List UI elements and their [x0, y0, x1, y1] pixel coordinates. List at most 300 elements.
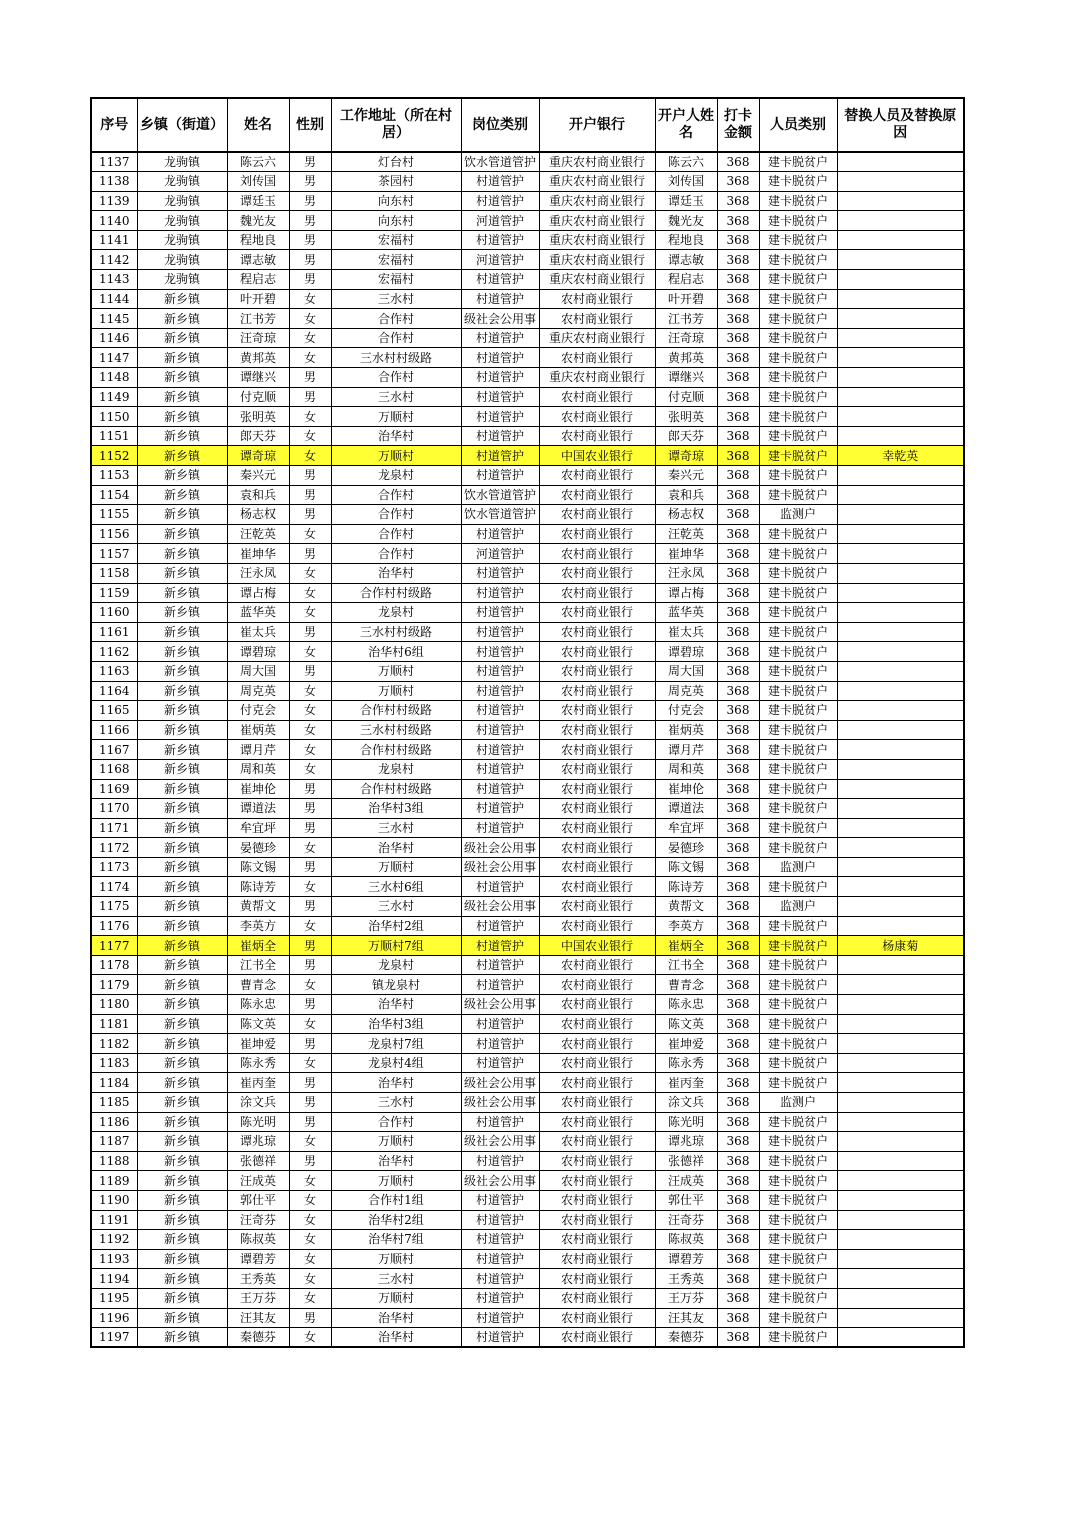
- name-cell: 汪乾英: [227, 524, 289, 544]
- bank-cell: 中国农业银行: [539, 446, 655, 466]
- amount-cell: 368: [717, 466, 759, 486]
- town-cell: 新乡镇: [137, 289, 227, 309]
- name-cell: 谭奇琼: [227, 446, 289, 466]
- gender-cell: 男: [289, 1112, 331, 1132]
- index-cell: 1139: [91, 191, 137, 211]
- table-row: [91, 1288, 964, 1308]
- amount-cell: 368: [717, 309, 759, 329]
- bank-cell: 农村商业银行: [539, 857, 655, 877]
- amount-cell: 368: [717, 583, 759, 603]
- name-cell: 谭碧芳: [227, 1249, 289, 1269]
- replacement-cell: [837, 1210, 964, 1230]
- gender-cell: 男: [289, 955, 331, 975]
- address-cell: 向东村: [331, 211, 461, 231]
- amount-cell: 368: [717, 563, 759, 583]
- address-cell: 三水村6组: [331, 877, 461, 897]
- name-cell: 魏光友: [227, 211, 289, 231]
- gender-cell: 男: [289, 799, 331, 819]
- replacement-cell: [837, 583, 964, 603]
- replacement-cell: [837, 485, 964, 505]
- town-cell: 龙驹镇: [137, 250, 227, 270]
- amount-cell: 368: [717, 152, 759, 172]
- town-cell: 新乡镇: [137, 505, 227, 525]
- gender-cell: 男: [289, 622, 331, 642]
- category-cell: 监测户: [759, 897, 837, 917]
- town-cell: 新乡镇: [137, 1132, 227, 1152]
- category-cell: 建卡脱贫户: [759, 1171, 837, 1191]
- post-type-cell: 村道管护: [461, 348, 539, 368]
- bank-cell: 农村商业银行: [539, 1190, 655, 1210]
- amount-cell: 368: [717, 368, 759, 388]
- name-cell: 袁和兵: [227, 485, 289, 505]
- post-type-cell: 村道管护: [461, 191, 539, 211]
- category-cell: 建卡脱贫户: [759, 270, 837, 290]
- bank-cell: 农村商业银行: [539, 603, 655, 623]
- category-cell: 建卡脱贫户: [759, 1112, 837, 1132]
- name-cell: 周克英: [227, 681, 289, 701]
- town-cell: 新乡镇: [137, 759, 227, 779]
- post-type-cell: 村道管护: [461, 1288, 539, 1308]
- holder-cell: 郭仕平: [655, 1190, 717, 1210]
- index-cell: 1172: [91, 838, 137, 858]
- index-cell: 1189: [91, 1171, 137, 1191]
- table-row: [91, 387, 964, 407]
- bank-cell: 农村商业银行: [539, 661, 655, 681]
- table-row: [91, 1230, 964, 1250]
- amount-cell: 368: [717, 505, 759, 525]
- index-cell: 1183: [91, 1053, 137, 1073]
- town-cell: 新乡镇: [137, 1034, 227, 1054]
- table-row: [91, 230, 964, 250]
- col-header-index: 序号: [91, 98, 137, 152]
- town-cell: 新乡镇: [137, 661, 227, 681]
- town-cell: 龙驹镇: [137, 230, 227, 250]
- amount-cell: 368: [717, 1093, 759, 1113]
- address-cell: 合作村: [331, 309, 461, 329]
- town-cell: 新乡镇: [137, 1288, 227, 1308]
- replacement-cell: [837, 818, 964, 838]
- replacement-cell: [837, 1132, 964, 1152]
- gender-cell: 女: [289, 446, 331, 466]
- address-cell: 三水村: [331, 1093, 461, 1113]
- holder-cell: 周大国: [655, 661, 717, 681]
- holder-cell: 汪永凤: [655, 563, 717, 583]
- town-cell: 新乡镇: [137, 485, 227, 505]
- name-cell: 郎天芬: [227, 426, 289, 446]
- table-row: [91, 1053, 964, 1073]
- post-type-cell: 村道管护: [461, 603, 539, 623]
- name-cell: 陈文锡: [227, 857, 289, 877]
- amount-cell: 368: [717, 818, 759, 838]
- replacement-cell: [837, 505, 964, 525]
- post-type-cell: 村道管护: [461, 446, 539, 466]
- amount-cell: 368: [717, 230, 759, 250]
- town-cell: 新乡镇: [137, 936, 227, 956]
- holder-cell: 王秀英: [655, 1269, 717, 1289]
- post-type-cell: 级社会公用事: [461, 1073, 539, 1093]
- bank-cell: 农村商业银行: [539, 877, 655, 897]
- index-cell: 1173: [91, 857, 137, 877]
- table-row: [91, 1328, 964, 1348]
- name-cell: 程地良: [227, 230, 289, 250]
- replacement-cell: [837, 779, 964, 799]
- table-row: [91, 1151, 964, 1171]
- town-cell: 新乡镇: [137, 328, 227, 348]
- post-type-cell: 村道管护: [461, 1210, 539, 1230]
- town-cell: 新乡镇: [137, 1112, 227, 1132]
- gender-cell: 女: [289, 563, 331, 583]
- post-type-cell: 村道管护: [461, 1053, 539, 1073]
- bank-cell: 农村商业银行: [539, 975, 655, 995]
- table-row: [91, 1249, 964, 1269]
- address-cell: 三水村村级路: [331, 348, 461, 368]
- address-cell: 向东村: [331, 191, 461, 211]
- address-cell: 万顺村: [331, 1132, 461, 1152]
- bank-cell: 重庆农村商业银行: [539, 230, 655, 250]
- name-cell: 陈文英: [227, 1014, 289, 1034]
- category-cell: 建卡脱贫户: [759, 1034, 837, 1054]
- post-type-cell: 村道管护: [461, 1190, 539, 1210]
- table-row: [91, 936, 964, 956]
- category-cell: 建卡脱贫户: [759, 211, 837, 231]
- table-row: [91, 1171, 964, 1191]
- replacement-cell: [837, 916, 964, 936]
- gender-cell: 女: [289, 740, 331, 760]
- replacement-cell: [837, 877, 964, 897]
- replacement-cell: [837, 387, 964, 407]
- address-cell: 万顺村: [331, 407, 461, 427]
- gender-cell: 女: [289, 642, 331, 662]
- table-row: [91, 563, 964, 583]
- category-cell: 建卡脱贫户: [759, 916, 837, 936]
- index-cell: 1194: [91, 1269, 137, 1289]
- post-type-cell: 村道管护: [461, 701, 539, 721]
- index-cell: 1190: [91, 1190, 137, 1210]
- amount-cell: 368: [717, 1269, 759, 1289]
- gender-cell: 女: [289, 759, 331, 779]
- index-cell: 1182: [91, 1034, 137, 1054]
- amount-cell: 368: [717, 172, 759, 192]
- table-row: [91, 1073, 964, 1093]
- replacement-cell: [837, 250, 964, 270]
- holder-cell: 汪奇芬: [655, 1210, 717, 1230]
- category-cell: 建卡脱贫户: [759, 720, 837, 740]
- gender-cell: 男: [289, 818, 331, 838]
- address-cell: 宏福村: [331, 250, 461, 270]
- town-cell: 新乡镇: [137, 897, 227, 917]
- bank-cell: 农村商业银行: [539, 583, 655, 603]
- holder-cell: 张德祥: [655, 1151, 717, 1171]
- replacement-cell: [837, 1288, 964, 1308]
- address-cell: 万顺村: [331, 1171, 461, 1191]
- category-cell: 建卡脱贫户: [759, 1249, 837, 1269]
- category-cell: 建卡脱贫户: [759, 1288, 837, 1308]
- bank-cell: 农村商业银行: [539, 1308, 655, 1328]
- amount-cell: 368: [717, 1053, 759, 1073]
- col-header-gender: 性别: [289, 98, 331, 152]
- bank-cell: 农村商业银行: [539, 838, 655, 858]
- index-cell: 1168: [91, 759, 137, 779]
- bank-cell: 农村商业银行: [539, 1132, 655, 1152]
- address-cell: 治华村3组: [331, 1014, 461, 1034]
- name-cell: 周和英: [227, 759, 289, 779]
- holder-cell: 陈云六: [655, 152, 717, 172]
- amount-cell: 368: [717, 348, 759, 368]
- index-cell: 1141: [91, 230, 137, 250]
- table-row: [91, 426, 964, 446]
- replacement-cell: [837, 720, 964, 740]
- bank-cell: 农村商业银行: [539, 1034, 655, 1054]
- category-cell: 建卡脱贫户: [759, 818, 837, 838]
- amount-cell: 368: [717, 544, 759, 564]
- col-header-account-holder: 开户人姓名: [655, 98, 717, 152]
- gender-cell: 女: [289, 1171, 331, 1191]
- name-cell: 谭占梅: [227, 583, 289, 603]
- bank-cell: 农村商业银行: [539, 1171, 655, 1191]
- name-cell: 晏德珍: [227, 838, 289, 858]
- bank-cell: 农村商业银行: [539, 544, 655, 564]
- index-cell: 1167: [91, 740, 137, 760]
- name-cell: 汪成英: [227, 1171, 289, 1191]
- index-cell: 1179: [91, 975, 137, 995]
- post-type-cell: 村道管护: [461, 1308, 539, 1328]
- replacement-cell: [837, 1073, 964, 1093]
- replacement-cell: [837, 524, 964, 544]
- name-cell: 谭兆琼: [227, 1132, 289, 1152]
- post-type-cell: 村道管护: [461, 368, 539, 388]
- name-cell: 崔坤伦: [227, 779, 289, 799]
- replacement-cell: [837, 152, 964, 172]
- holder-cell: 黄邦英: [655, 348, 717, 368]
- index-cell: 1193: [91, 1249, 137, 1269]
- post-type-cell: 村道管护: [461, 328, 539, 348]
- address-cell: 合作村: [331, 368, 461, 388]
- address-cell: 万顺村: [331, 661, 461, 681]
- town-cell: 新乡镇: [137, 1073, 227, 1093]
- name-cell: 付克顺: [227, 387, 289, 407]
- post-type-cell: 村道管护: [461, 289, 539, 309]
- address-cell: 治华村2组: [331, 916, 461, 936]
- index-cell: 1196: [91, 1308, 137, 1328]
- bank-cell: 农村商业银行: [539, 740, 655, 760]
- holder-cell: 崔坤华: [655, 544, 717, 564]
- replacement-cell: [837, 897, 964, 917]
- amount-cell: 368: [717, 1328, 759, 1348]
- amount-cell: 368: [717, 211, 759, 231]
- address-cell: 龙泉村: [331, 759, 461, 779]
- name-cell: 谭月芹: [227, 740, 289, 760]
- gender-cell: 男: [289, 857, 331, 877]
- index-cell: 1144: [91, 289, 137, 309]
- gender-cell: 女: [289, 1014, 331, 1034]
- town-cell: 新乡镇: [137, 426, 227, 446]
- amount-cell: 368: [717, 446, 759, 466]
- replacement-cell: [837, 544, 964, 564]
- post-type-cell: 村道管护: [461, 1269, 539, 1289]
- index-cell: 1178: [91, 955, 137, 975]
- replacement-cell: [837, 1014, 964, 1034]
- holder-cell: 汪乾英: [655, 524, 717, 544]
- name-cell: 周大国: [227, 661, 289, 681]
- address-cell: 合作村村级路: [331, 740, 461, 760]
- gender-cell: 女: [289, 1053, 331, 1073]
- gender-cell: 女: [289, 348, 331, 368]
- table-row: [91, 1034, 964, 1054]
- table-row: [91, 720, 964, 740]
- gender-cell: 女: [289, 309, 331, 329]
- town-cell: 新乡镇: [137, 524, 227, 544]
- replacement-cell: [837, 642, 964, 662]
- amount-cell: 368: [717, 250, 759, 270]
- bank-cell: 农村商业银行: [539, 485, 655, 505]
- table-row: [91, 642, 964, 662]
- replacement-cell: [837, 1230, 964, 1250]
- town-cell: 新乡镇: [137, 779, 227, 799]
- town-cell: 新乡镇: [137, 348, 227, 368]
- name-cell: 涂文兵: [227, 1093, 289, 1113]
- category-cell: 监测户: [759, 505, 837, 525]
- address-cell: 万顺村: [331, 446, 461, 466]
- holder-cell: 曹青念: [655, 975, 717, 995]
- address-cell: 合作村: [331, 505, 461, 525]
- address-cell: 万顺村: [331, 1249, 461, 1269]
- index-cell: 1187: [91, 1132, 137, 1152]
- replacement-cell: [837, 857, 964, 877]
- gender-cell: 女: [289, 583, 331, 603]
- post-type-cell: 村道管护: [461, 1328, 539, 1348]
- post-type-cell: 饮水管道管护: [461, 152, 539, 172]
- category-cell: 建卡脱贫户: [759, 289, 837, 309]
- replacement-cell: [837, 270, 964, 290]
- name-cell: 汪其友: [227, 1308, 289, 1328]
- town-cell: 龙驹镇: [137, 191, 227, 211]
- name-cell: 黄邦英: [227, 348, 289, 368]
- index-cell: 1161: [91, 622, 137, 642]
- amount-cell: 368: [717, 603, 759, 623]
- category-cell: 建卡脱贫户: [759, 446, 837, 466]
- table-row: [91, 250, 964, 270]
- town-cell: 新乡镇: [137, 1210, 227, 1230]
- category-cell: 建卡脱贫户: [759, 387, 837, 407]
- table-row: [91, 622, 964, 642]
- index-cell: 1165: [91, 701, 137, 721]
- bank-cell: 农村商业银行: [539, 818, 655, 838]
- index-cell: 1160: [91, 603, 137, 623]
- bank-cell: 农村商业银行: [539, 1210, 655, 1230]
- address-cell: 合作村1组: [331, 1190, 461, 1210]
- bank-cell: 重庆农村商业银行: [539, 270, 655, 290]
- index-cell: 1177: [91, 936, 137, 956]
- category-cell: 建卡脱贫户: [759, 485, 837, 505]
- table-row: [91, 348, 964, 368]
- category-cell: 建卡脱贫户: [759, 975, 837, 995]
- name-cell: 崔炳英: [227, 720, 289, 740]
- name-cell: 汪永凤: [227, 563, 289, 583]
- holder-cell: 周和英: [655, 759, 717, 779]
- amount-cell: 368: [717, 407, 759, 427]
- amount-cell: 368: [717, 1073, 759, 1093]
- address-cell: 三水村: [331, 387, 461, 407]
- address-cell: 龙泉村: [331, 603, 461, 623]
- town-cell: 新乡镇: [137, 975, 227, 995]
- name-cell: 郭仕平: [227, 1190, 289, 1210]
- address-cell: 合作村: [331, 524, 461, 544]
- town-cell: 新乡镇: [137, 1171, 227, 1191]
- replacement-cell: [837, 799, 964, 819]
- holder-cell: 谭志敏: [655, 250, 717, 270]
- gender-cell: 男: [289, 1034, 331, 1054]
- replacement-cell: [837, 211, 964, 231]
- replacement-cell: [837, 466, 964, 486]
- post-type-cell: 村道管护: [461, 1014, 539, 1034]
- col-header-person-category: 人员类别: [759, 98, 837, 152]
- address-cell: 合作村: [331, 328, 461, 348]
- replacement-cell: [837, 661, 964, 681]
- holder-cell: 晏德珍: [655, 838, 717, 858]
- replacement-cell: [837, 740, 964, 760]
- category-cell: 建卡脱贫户: [759, 936, 837, 956]
- holder-cell: 谭廷玉: [655, 191, 717, 211]
- bank-cell: 农村商业银行: [539, 1249, 655, 1269]
- town-cell: 新乡镇: [137, 1328, 227, 1348]
- post-type-cell: 级社会公用事: [461, 1093, 539, 1113]
- gender-cell: 女: [289, 1190, 331, 1210]
- address-cell: 治华村7组: [331, 1230, 461, 1250]
- replacement-cell: 杨康菊: [837, 936, 964, 956]
- name-cell: 崔丙奎: [227, 1073, 289, 1093]
- holder-cell: 陈光明: [655, 1112, 717, 1132]
- index-cell: 1195: [91, 1288, 137, 1308]
- table-row: [91, 759, 964, 779]
- table-row: [91, 328, 964, 348]
- index-cell: 1140: [91, 211, 137, 231]
- address-cell: 三水村: [331, 289, 461, 309]
- town-cell: 新乡镇: [137, 563, 227, 583]
- name-cell: 刘传国: [227, 172, 289, 192]
- amount-cell: 368: [717, 779, 759, 799]
- col-header-replacement: 替换人员及替换原因: [837, 98, 964, 152]
- address-cell: 合作村: [331, 485, 461, 505]
- table-row: [91, 505, 964, 525]
- name-cell: 王万芬: [227, 1288, 289, 1308]
- category-cell: 建卡脱贫户: [759, 152, 837, 172]
- index-cell: 1151: [91, 426, 137, 446]
- index-cell: 1197: [91, 1328, 137, 1348]
- category-cell: 建卡脱贫户: [759, 1210, 837, 1230]
- post-type-cell: 村道管护: [461, 583, 539, 603]
- post-type-cell: 村道管护: [461, 387, 539, 407]
- table-row: [91, 799, 964, 819]
- table-row: [91, 544, 964, 564]
- bank-cell: 农村商业银行: [539, 955, 655, 975]
- index-cell: 1143: [91, 270, 137, 290]
- bank-cell: 农村商业银行: [539, 701, 655, 721]
- holder-cell: 蓝华英: [655, 603, 717, 623]
- index-cell: 1156: [91, 524, 137, 544]
- bank-cell: 农村商业银行: [539, 1014, 655, 1034]
- address-cell: 治华村: [331, 1151, 461, 1171]
- amount-cell: 368: [717, 916, 759, 936]
- post-type-cell: 村道管护: [461, 622, 539, 642]
- address-cell: 三水村村级路: [331, 720, 461, 740]
- category-cell: 建卡脱贫户: [759, 230, 837, 250]
- gender-cell: 男: [289, 897, 331, 917]
- address-cell: 万顺村: [331, 1288, 461, 1308]
- address-cell: 镇龙泉村: [331, 975, 461, 995]
- address-cell: 合作村村级路: [331, 583, 461, 603]
- bank-cell: 农村商业银行: [539, 720, 655, 740]
- holder-cell: 江书芳: [655, 309, 717, 329]
